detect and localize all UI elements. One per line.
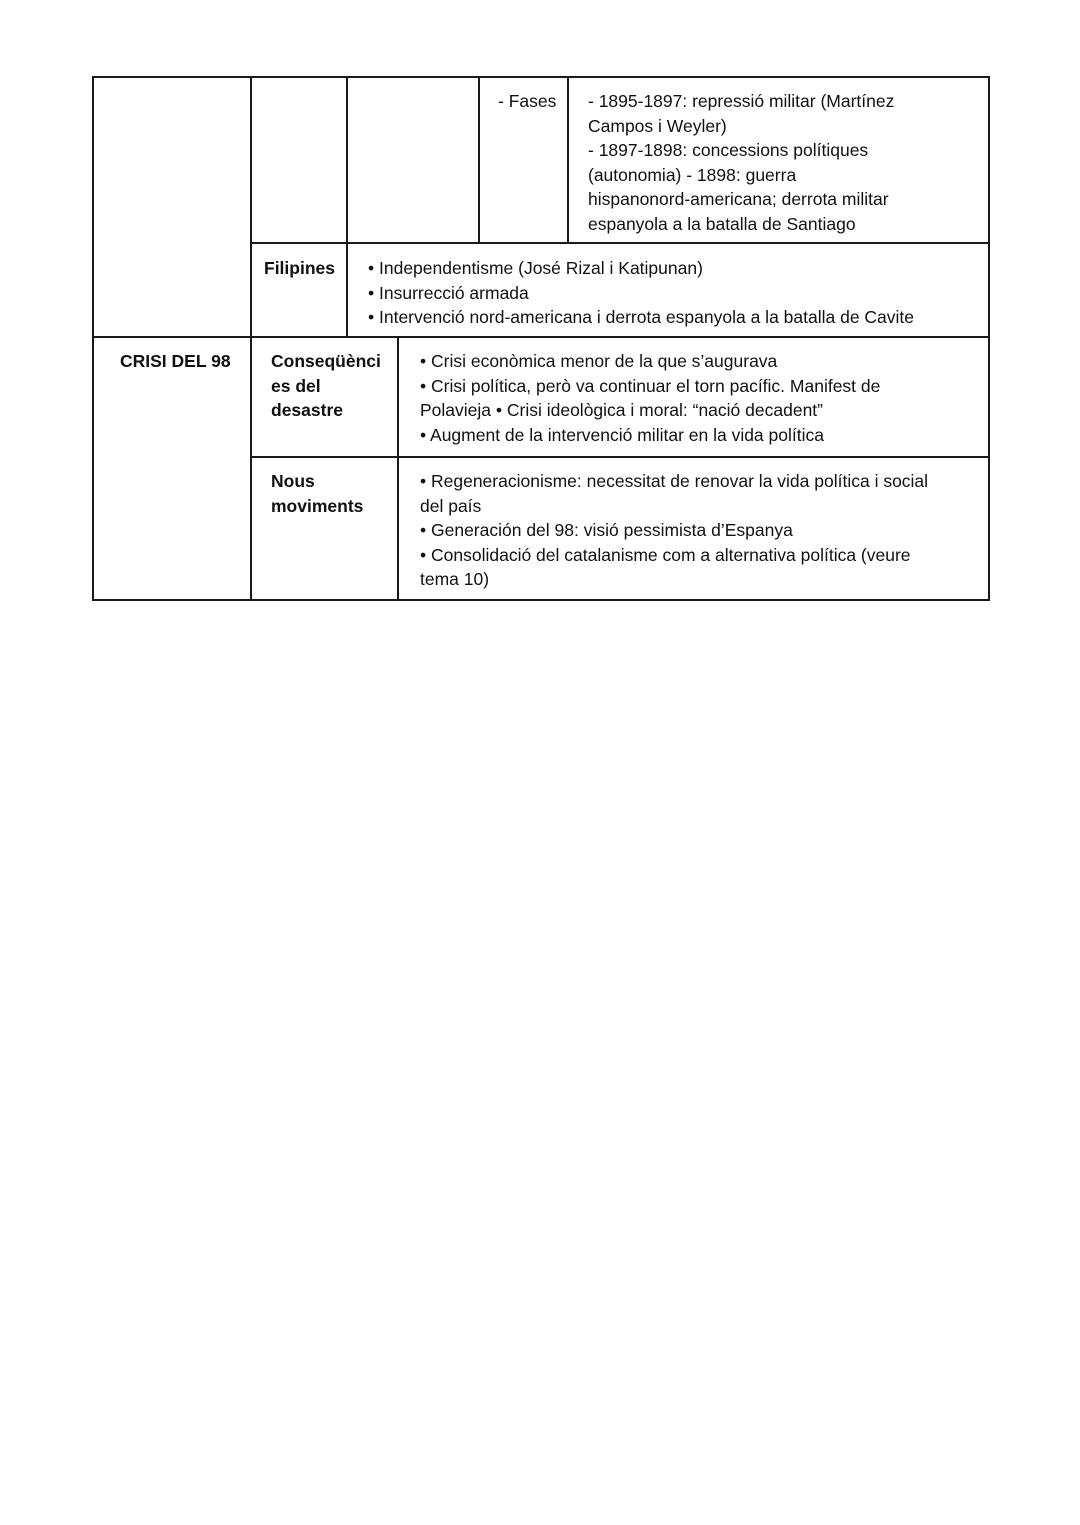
table-column-divider: [397, 336, 399, 601]
fases-label: - Fases: [498, 91, 557, 111]
table-row-divider: [250, 456, 990, 458]
fases-content: - 1895-1897: repressió militar (Martínez Campos i Weyler) - 1897-1898: concessions polítiques (autonomia) - 1898: guerra hispanonord-americana; derrota militar espanyola a la batalla de Santiago: [588, 91, 895, 234]
table-row-divider: [92, 336, 990, 338]
consequencies-label: Conseqüènci es del desastre: [271, 351, 381, 420]
table-border-right: [988, 76, 990, 601]
table-border-left: [92, 76, 94, 601]
filipines-content: • Independentisme (José Rizal i Katipunan) • Insurrecció armada • Intervenció nord-americana i derrota espanyola a la batalla de Cavite: [368, 258, 915, 327]
nous-moviments-label: Nous moviments: [271, 471, 364, 516]
table-border-top: [92, 76, 990, 78]
nous-moviments-content: • Regeneracionisme: necessitat de renovar la vida política i social del país • Generación del 98: visió pessimista d’Espanya • Consolidació del catalanisme com a alternativa política (veure tema 10): [420, 471, 929, 589]
consequencies-content: • Crisi econòmica menor de la que s’augurava • Crisi política, però va continuar el torn pacífic. Manifest de Polavieja • Crisi ideològica i moral: “nació decadent” • Augment de la intervenció militar en la vida política: [420, 351, 881, 445]
filipines-label: Filipines: [264, 258, 335, 278]
table-column-divider: [478, 76, 480, 243]
table-border-bottom: [92, 599, 990, 601]
table-column-divider: [567, 76, 569, 243]
table-column-divider: [250, 76, 252, 601]
crisi-del-98-label: CRISI DEL 98: [120, 351, 231, 371]
table-row-divider: [250, 242, 990, 244]
table-column-divider: [346, 76, 348, 337]
